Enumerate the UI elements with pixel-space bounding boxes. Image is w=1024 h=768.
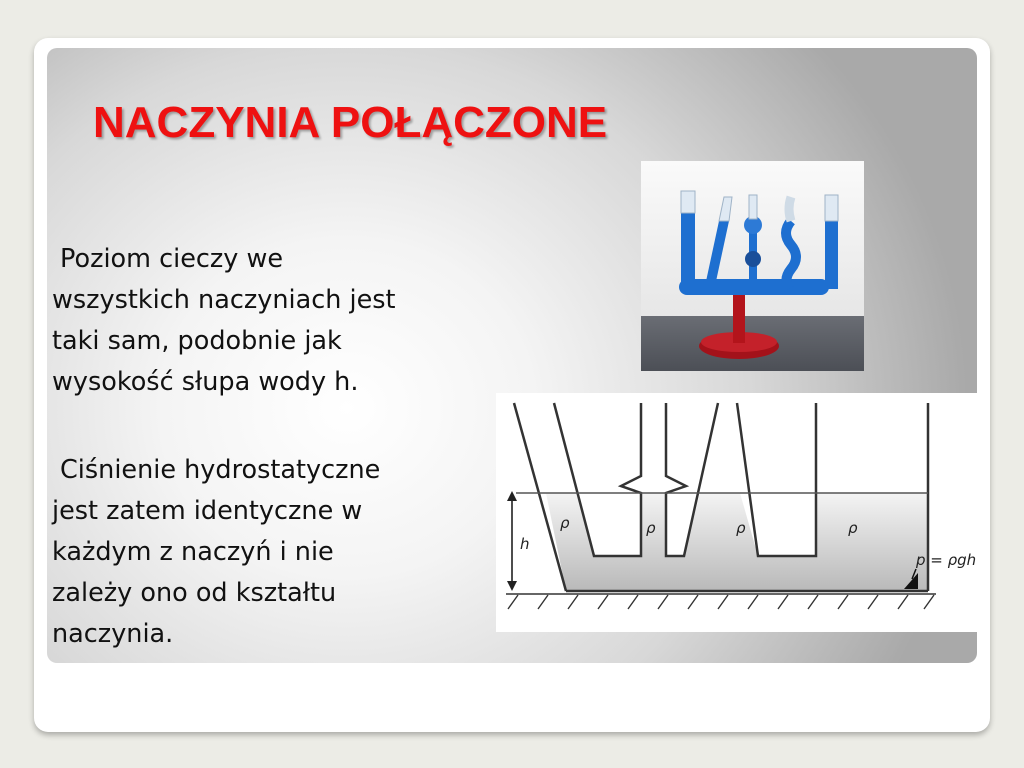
paragraph-pressure-line: naczynia. [52,619,174,649]
rho-label: ρ [736,519,746,537]
paragraph-pressure-line: zależy ono od kształtu [52,578,337,608]
height-label: h [520,535,530,553]
paragraph-pressure-line: jest zatem identyczne w [52,496,363,526]
pressure-diagram-svg [496,393,980,632]
communicating-vessels-photo [641,161,864,371]
liquid-area [546,493,928,591]
paragraph-pressure [52,450,502,655]
ground-hatching [506,594,936,609]
pressure-formula: p = ρgh [916,551,977,569]
slide-title: NACZYNIA POŁĄCZONE [93,98,608,147]
rho-label: ρ [848,519,858,537]
rho-label: ρ [560,514,570,532]
paragraph-pressure-line: Ciśnienie hydrostatyczne [60,455,381,485]
paragraph-level-line: Poziom cieczy we [60,244,284,274]
paragraph-pressure-line: każdym z naczyń i nie [52,537,334,567]
pressure-diagram [496,393,980,632]
rho-label: ρ [646,519,656,537]
paragraph-level [52,239,522,403]
paragraph-level-line: wszystkich naczyniach jest [52,285,396,315]
paragraph-level-line: wysokość słupa wody h. [52,367,359,397]
communicating-vessels-icon [641,161,864,371]
paragraph-level-line: taki sam, podobnie jak [52,326,342,356]
